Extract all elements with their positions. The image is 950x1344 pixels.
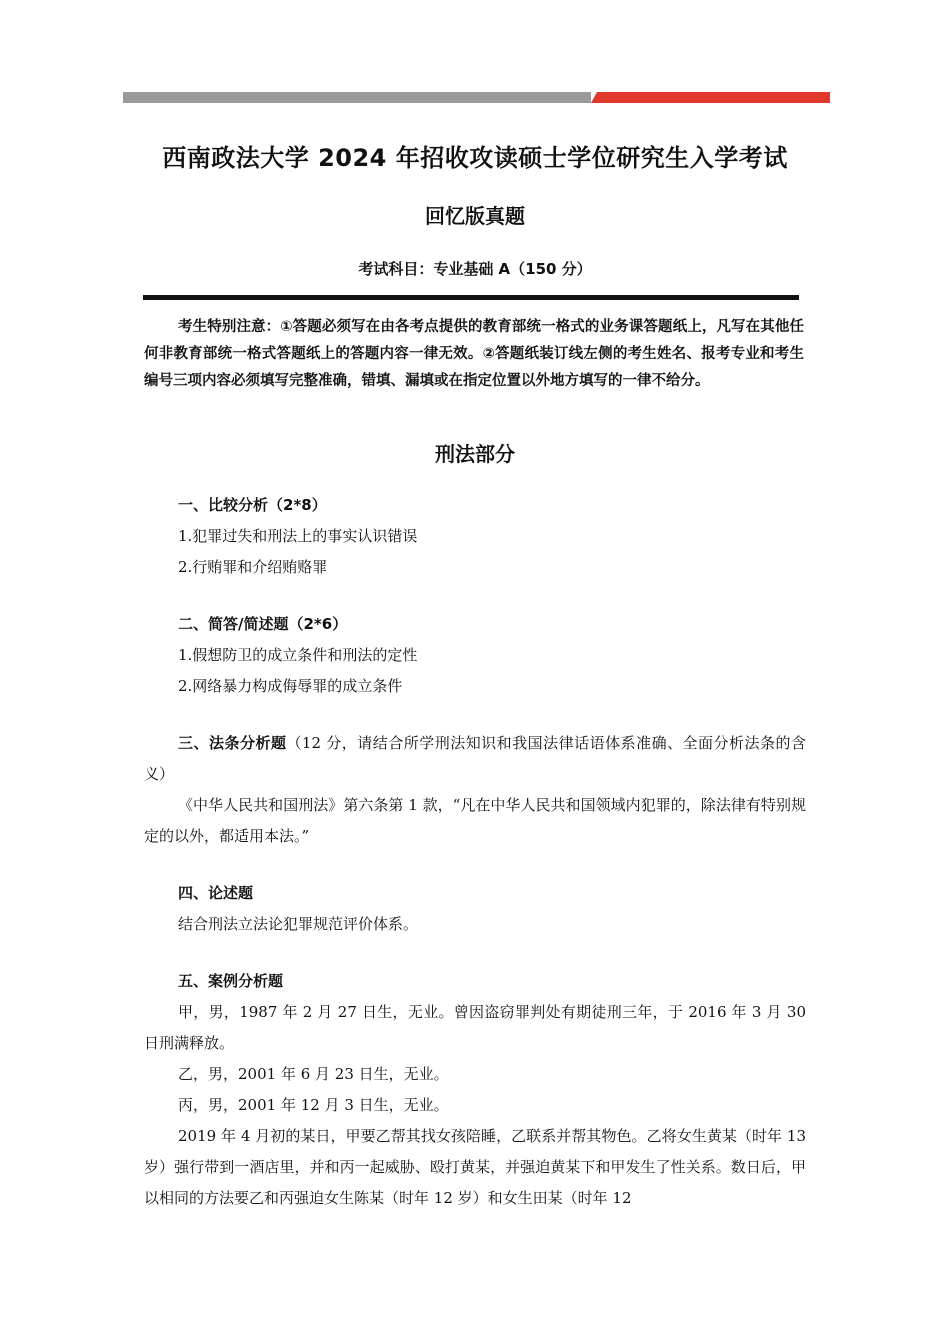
- exam-subject: 考试科目：专业基础 A（150 分）: [358, 260, 592, 278]
- exam-title: 西南政法大学 2024 年招收攻读硕士学位研究生入学考试: [162, 144, 788, 172]
- question-4-heading: 四、论述题: [178, 884, 254, 902]
- question-2-item: 2.网络暴力构成侮辱罪的成立条件: [178, 677, 403, 695]
- question-4-text: 结合刑法立法论犯罪规范评价体系。: [178, 915, 419, 933]
- case-paragraph: 2019 年 4 月初的某日，甲要乙帮其找女孩陪睡，乙联系并帮其物色。乙将女生黄某（时年 13 岁）强行带到一酒店里，并和丙一起威胁、殴打黄某，并强迫黄某下和甲发生了性关系。数日后，甲以相同的方法要乙和丙强迫女生陈某（时年 12 岁）和女生田某（时年 12: [144, 1127, 806, 1207]
- divider-rule: [143, 295, 799, 300]
- question-2-item: 1.假想防卫的成立条件和刑法的定性: [178, 646, 418, 664]
- question-3-note: （12 分，请结合所学刑法知识和我国法律话语体系准确、全面分析法条的含义）: [144, 734, 806, 783]
- case-paragraph: 丙，男，2001 年 12 月 3 日生，无业。: [178, 1096, 449, 1114]
- question-5-heading: 五、案例分析题: [178, 972, 284, 990]
- header-bar-gray: [123, 92, 591, 103]
- case-paragraph: 乙，男，2001 年 6 月 23 日生，无业。: [178, 1065, 449, 1083]
- question-3-block: [144, 728, 806, 790]
- header-decorative-bar: [123, 92, 830, 103]
- case-paragraph: 甲，男，1987 年 2 月 27 日生，无业。曾因盗窃罪判处有期徒刑三年，于 2016 年 3 月 30 日刑满释放。: [144, 1003, 806, 1052]
- question-3-text: 《中华人民共和国刑法》第六条第 1 款，“凡在中华人民共和国领域内犯罪的，除法律有特别规定的以外，都适用本法。”: [144, 796, 806, 845]
- question-1-item: 1.犯罪过失和刑法上的事实认识错误: [178, 527, 418, 545]
- exam-subtitle: 回忆版真题: [425, 204, 525, 228]
- section-title: 刑法部分: [435, 442, 515, 466]
- question-2-heading: 二、简答/简述题（2*6）: [178, 615, 348, 633]
- candidate-notice: 考生特别注意：①答题必须写在由各考点提供的教育部统一格式的业务课答题纸上，凡写在其他任何非教育部统一格式答题纸上的答题内容一律无效。②答题纸装订线左侧的考生姓名、报考专业和考生编号三项内容必须填写完整准确，错填、漏填或在指定位置以外地方填写的一律不给分。: [144, 319, 804, 389]
- question-1-item: 2.行贿罪和介绍贿赂罪: [178, 558, 328, 576]
- question-3-heading: 三、法条分析题: [178, 734, 287, 752]
- header-bar-red: [591, 92, 830, 103]
- question-content: [144, 490, 806, 1214]
- question-1-heading: 一、比较分析（2*8）: [178, 496, 327, 514]
